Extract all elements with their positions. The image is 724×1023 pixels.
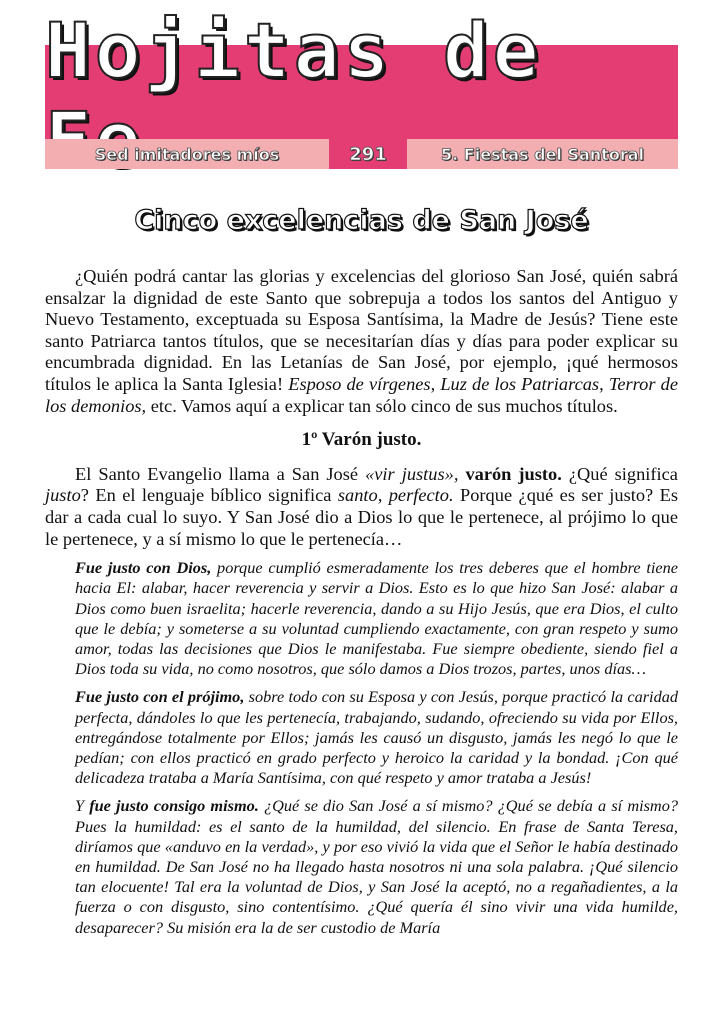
text-run: Porque ¿qué es ser justo? Es dar a cada cual lo suyo. Y San José dio a Dios lo que le pertenece, al prójimo lo que le pertenece, y a sí mismo lo que le pertenecía… xyxy=(45,485,678,549)
intro-text-end: etc. Vamos aquí a explicar tan sólo cinco de sus muchos títulos. xyxy=(146,395,618,416)
text-run: varón justo. xyxy=(465,463,562,484)
quote-justo-con-dios xyxy=(75,558,678,679)
masthead-banner xyxy=(45,6,678,169)
text-run: ¿Qué significa xyxy=(561,463,678,484)
quote-lead: Fue justo con Dios, xyxy=(75,558,212,578)
section-heading: 1º Varón justo. xyxy=(301,429,422,451)
subtitle-strip xyxy=(45,139,678,169)
quote-justo-consigo xyxy=(75,796,678,937)
text-run: justo xyxy=(45,485,81,506)
quote-text: sobre todo con su Esposa y con Jesús, porque practicó la caridad perfecta, dándoles lo que les pertenecía, trabajando, sudando, ofreciendo su vida por Ellos, entregándose totalmente por Ellos; jamás les causó un disgusto, jamás les negó lo que le pedían; con ellos practicó en grado perfecto y heroico la caridad y la bondad. ¡Con qué delicadeza trataba a María Santísima, con qué respeto y amor trataba a Jesús! xyxy=(75,687,678,788)
intro-italic: Esposo de vírgenes, Luz de los Patriarcas, Terror de los demonios, xyxy=(45,373,678,416)
text-run: ? En el lenguaje bíblico significa xyxy=(80,485,338,506)
article-title: Cinco excelencias de San José xyxy=(134,205,589,236)
masthead-title: Hojitas de xyxy=(45,6,543,95)
quote-text: porque cumplió esmeradamente los tres deberes que el hombre tiene hacia El: alabar, hacer reverencia y servir a Dios. Esto es lo que hizo San José: alabar a Dios como buen israelita; hacerle reverencia, dando a su Hijo Jesús, que era Dios, el culto que le debía; y someterse a su voluntad cumpliendo exactamente, con gran respeto y sumo amor, todas las decisiones que Dios le manifestaba. Fue siempre obediente, siendo fiel a Dios toda su vida, no como nosotros, que sólo damos a Dios trozos, partes, unos días… xyxy=(75,558,678,679)
quote-text: ¿Qué se dio San José a sí mismo? ¿Qué se debía a sí mismo? Pues la humildad: es el santo de la humildad, del silencio. En frase de Santa Teresa, diríamos que «anduvo en la verdad», y por eso vivió la vida que el Señor le había destinado en humildad. De San José no ha llegado hasta nosotros ni una sola palabra. ¡Qué silencio tan elocuente! Tal era la voluntad de Dios, y San José la aceptó, no a regañadientes, a la fuerza o con disgusto, sino contentísimo. ¿Qué quería él sino vivir una vida humilde, desaparecer? Su misión era la de ser custodio de María xyxy=(75,796,678,937)
series-label: 5. Fiestas del Santoral xyxy=(441,144,644,164)
quote-text: Y xyxy=(75,796,90,816)
article-body xyxy=(45,266,678,938)
text-run: El Santo Evangelio llama a San José xyxy=(75,463,366,484)
text-run: santo, perfecto. xyxy=(337,485,454,506)
motto: Sed imitadores míos xyxy=(94,144,280,164)
issue-number: 291 xyxy=(329,139,407,169)
quote-lead: Fue justo con el prójimo, xyxy=(75,687,245,707)
quote-justo-con-projimo xyxy=(75,687,678,788)
quote-lead: fue justo consigo mismo. xyxy=(89,796,259,816)
text-run: «vir justus», xyxy=(365,463,459,484)
intro-text: ¿Quién podrá cantar las glorias y excelencias del glorioso San José, quién sabrá ensalzar la dignidad de este Santo que sobrepuja a todos los santos del Antiguo y Nuevo Testamento, exceptuada su Esposa Santísima, la Madre de Jesús? Tiene este santo Patriarca tantos títulos, que se necesitarían días y días para poder explicar su encumbrada dignidad. En las Letanías de San José, por ejemplo, ¡qué hermosos títulos le aplica la Santa Iglesia! xyxy=(45,266,678,394)
section-paragraph xyxy=(45,464,678,550)
intro-paragraph xyxy=(45,266,678,417)
